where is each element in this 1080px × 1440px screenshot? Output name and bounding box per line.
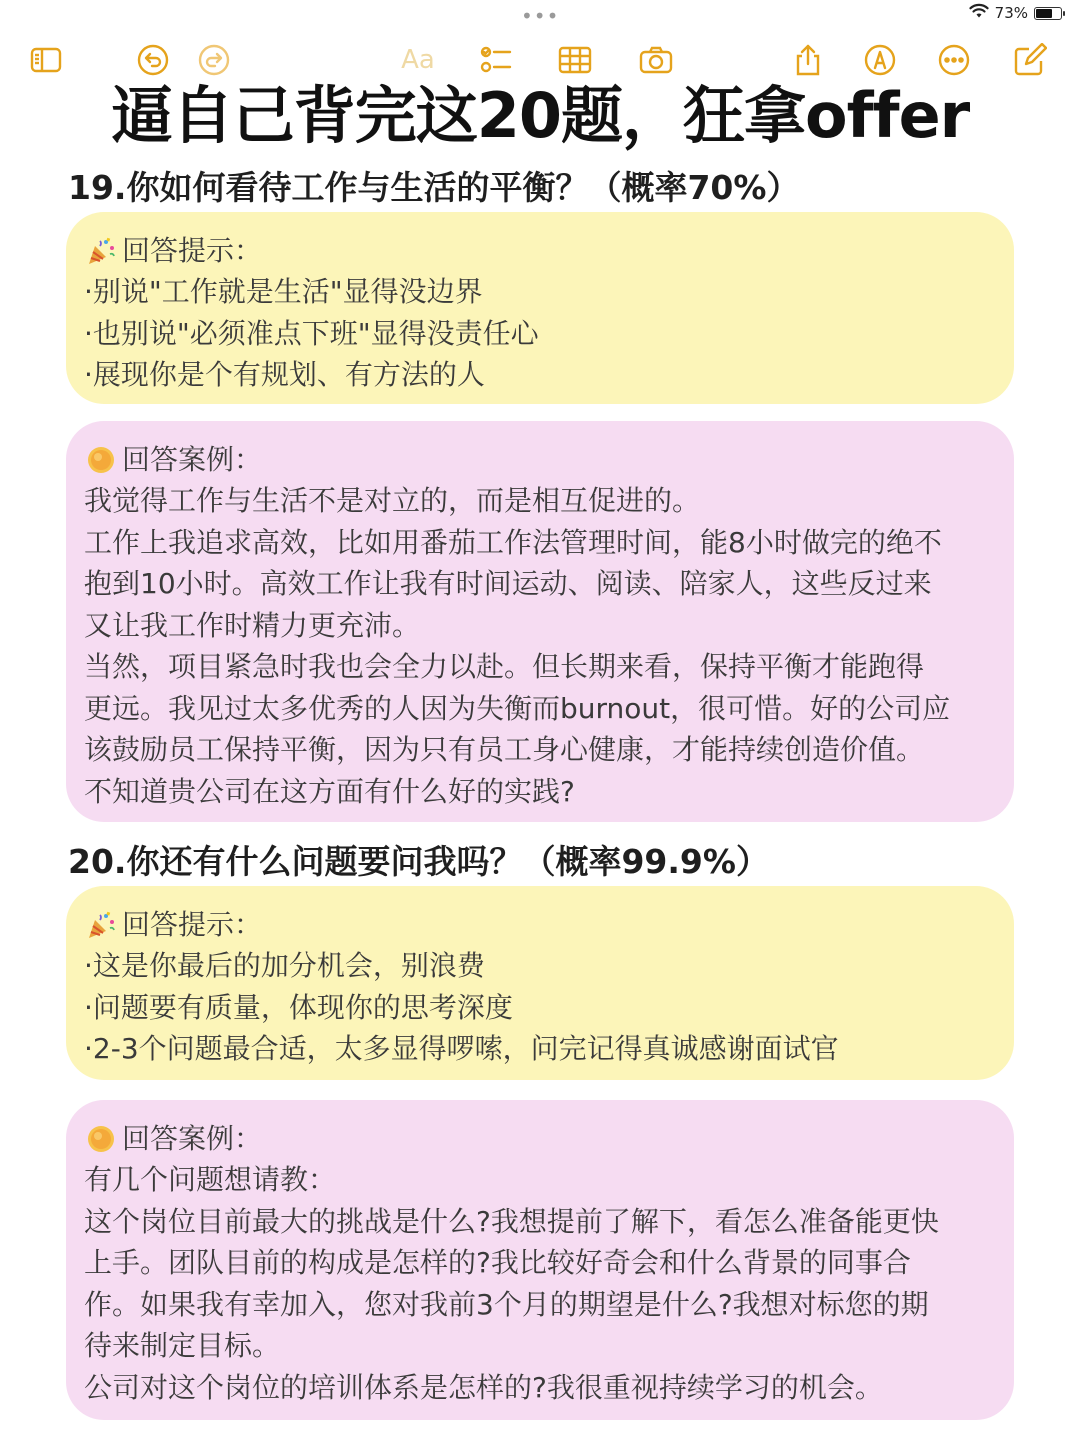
example-line: 抱到10小时。高效工作让我有时间运动、阅读、陪家人，这些反过来 bbox=[84, 567, 932, 600]
table-icon[interactable] bbox=[555, 40, 595, 80]
battery-percent: 73% bbox=[994, 4, 1028, 22]
question-title: 20.你还有什么问题要问我吗？（概率99.9%） bbox=[68, 842, 769, 881]
example-line: 当然，项目紧急时我也会全力以赴。但长期来看，保持平衡才能跑得 bbox=[84, 650, 925, 683]
example-header-label: 回答案例： bbox=[122, 443, 263, 476]
status-bar bbox=[0, 0, 1080, 30]
party-popper-icon bbox=[84, 908, 118, 942]
example-header-label: 回答案例： bbox=[122, 1122, 263, 1155]
tip-line: ·也别说"必须准点下班"显得没责任心 bbox=[84, 316, 539, 350]
tips-header bbox=[84, 230, 996, 271]
page-title: 逼自己背完这20题，狂拿offer bbox=[110, 79, 970, 152]
format-button[interactable]: Aa bbox=[401, 45, 435, 75]
question-title: 19.你如何看待工作与生活的平衡？（概率70%） bbox=[68, 168, 800, 207]
camera-icon[interactable] bbox=[636, 40, 676, 80]
example-line: 作。如果我有幸加入，您对我前3个月的期望是什么?我想对标您的期 bbox=[84, 1287, 929, 1321]
tips-card bbox=[66, 212, 1014, 404]
tip-line: ·问题要有质量，体现你的思考深度 bbox=[84, 990, 513, 1024]
example-line: 上手。团队目前的构成是怎样的?我比较好奇会和什么背景的同事合 bbox=[84, 1246, 911, 1279]
tips-header bbox=[84, 904, 996, 945]
example-card bbox=[66, 421, 1014, 822]
example-line: 更远。我见过太多优秀的人因为失衡而burnout，很可惜。好的公司应 bbox=[84, 691, 951, 725]
example-line: 待来制定目标。 bbox=[84, 1329, 281, 1362]
battery-icon bbox=[1034, 7, 1062, 20]
example-line: 有几个问题想请教： bbox=[84, 1163, 337, 1196]
example-line: 不知道贵公司在这方面有什么好的实践? bbox=[84, 774, 575, 808]
tip-line: ·展现你是个有规划、有方法的人 bbox=[84, 358, 485, 391]
tip-line: ·别说"工作就是生活"显得没边界 bbox=[84, 275, 483, 308]
example-line: 我觉得工作与生活不是对立的，而是相互促进的。 bbox=[84, 484, 701, 517]
sun-icon bbox=[84, 443, 118, 477]
example-line: 又让我工作时精力更充沛。 bbox=[84, 608, 421, 642]
tip-line: ·2-3个问题最合适，太多显得啰嗦，问完记得真诚感谢面试官 bbox=[84, 1032, 839, 1065]
multitasking-dots[interactable]: ••• bbox=[521, 4, 560, 28]
party-popper-icon bbox=[84, 234, 118, 268]
tip-line: ·这是你最后的加分机会，别浪费 bbox=[84, 949, 485, 982]
more-icon[interactable] bbox=[934, 40, 974, 80]
notes-toolbar bbox=[0, 40, 1080, 82]
undo-icon[interactable] bbox=[133, 40, 173, 80]
compose-icon[interactable] bbox=[1010, 40, 1050, 80]
example-header bbox=[84, 439, 996, 480]
sun-icon bbox=[84, 1122, 118, 1156]
checklist-icon[interactable] bbox=[476, 40, 516, 80]
markup-icon[interactable] bbox=[860, 40, 900, 80]
tips-header-label: 回答提示： bbox=[122, 234, 263, 267]
sidebar-icon[interactable] bbox=[26, 40, 66, 80]
example-line: 这个岗位目前最大的挑战是什么?我想提前了解下，看怎么准备能更快 bbox=[84, 1204, 939, 1238]
battery-fill bbox=[1036, 9, 1052, 18]
tips-header-label: 回答提示： bbox=[122, 908, 263, 941]
redo-icon[interactable] bbox=[194, 40, 234, 80]
example-header bbox=[84, 1118, 996, 1159]
example-line: 工作上我追求高效，比如用番茄工作法管理时间，能8小时做完的绝不 bbox=[84, 525, 942, 559]
share-icon[interactable] bbox=[788, 40, 828, 80]
tips-card bbox=[66, 886, 1014, 1080]
example-line: 公司对这个岗位的培训体系是怎样的?我很重视持续学习的机会。 bbox=[84, 1370, 883, 1404]
example-card bbox=[66, 1100, 1014, 1420]
example-line: 该鼓励员工保持平衡，因为只有员工身心健康，才能持续创造价值。 bbox=[84, 733, 925, 766]
wifi-icon bbox=[969, 3, 989, 23]
status-right bbox=[969, 3, 1062, 23]
